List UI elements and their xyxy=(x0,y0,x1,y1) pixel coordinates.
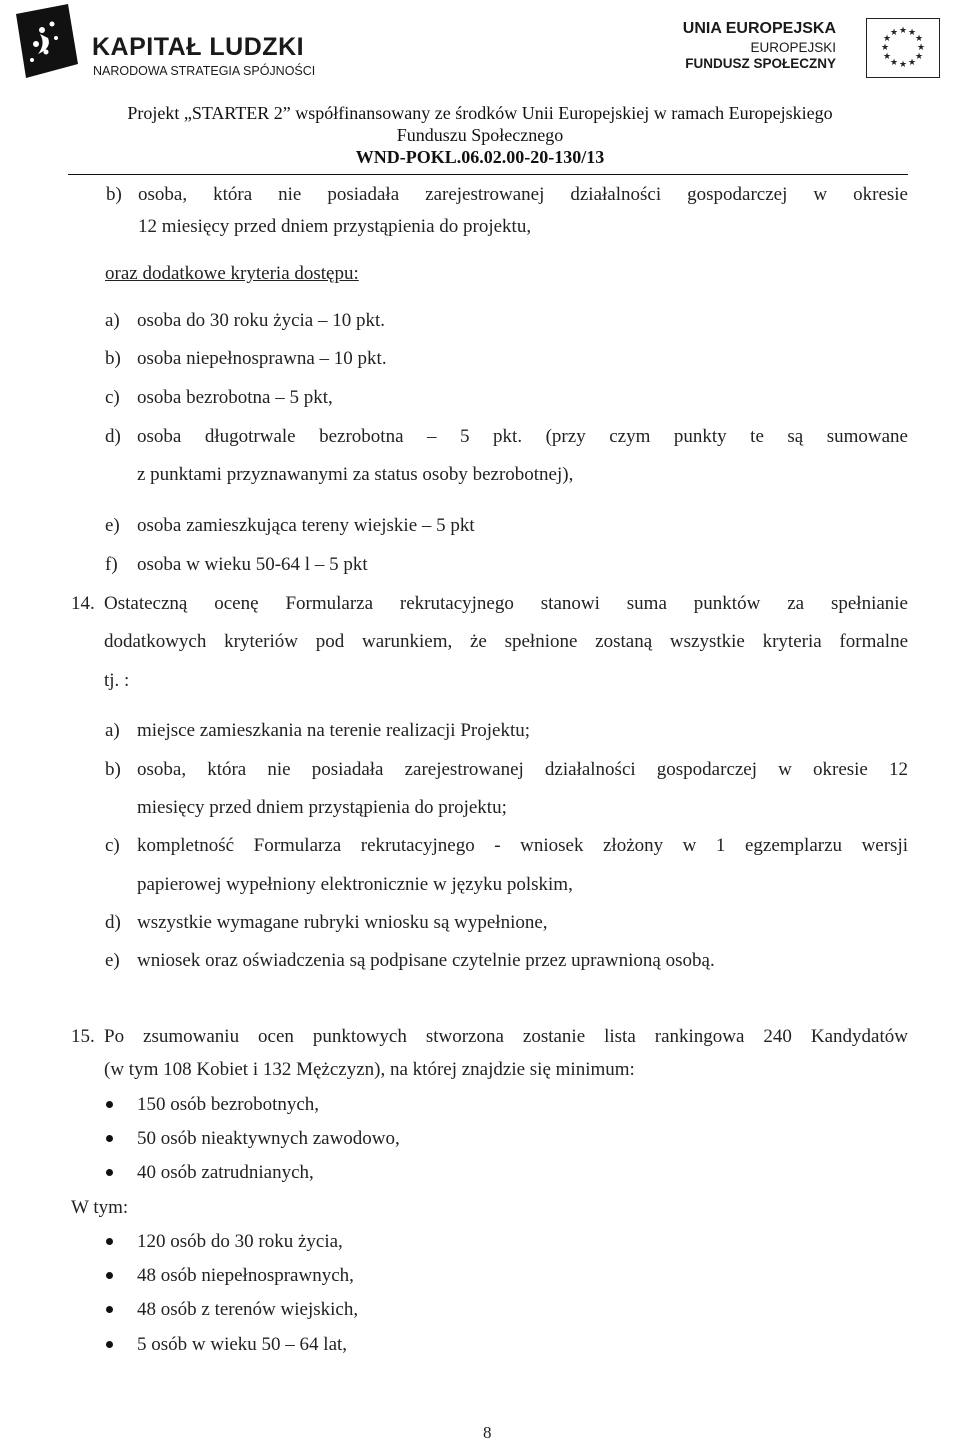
kl-title: KAPITAŁ LUDZKI xyxy=(92,33,305,61)
svg-text:★: ★ xyxy=(882,52,892,62)
item-marker: a) xyxy=(105,720,120,741)
svg-text:★: ★ xyxy=(914,52,924,62)
bullet-icon xyxy=(106,1306,113,1313)
bullet-icon xyxy=(106,1272,113,1279)
formal-item-b: osoba, która nie posiadała zarejestrowanej działalności gospodarczej w okresie 12 xyxy=(137,759,908,780)
formal-item-b-cont: miesięcy przed dniem przystąpienia do projektu; xyxy=(137,797,507,818)
project-line-1: Projekt „STARTER 2” współfinansowany ze środków Unii Europejskiej w ramach Europejskiego xyxy=(127,103,833,123)
ue-line2: EUROPEJSKI xyxy=(750,40,836,55)
item-marker: d) xyxy=(105,426,121,447)
formal-item-c: kompletność Formularza rekrutacyjnego - wniosek złożony w 1 egzemplarzu wersji xyxy=(137,835,908,856)
item-marker: b) xyxy=(106,184,122,205)
bullet-icon xyxy=(106,1101,113,1108)
svg-text:★: ★ xyxy=(889,58,899,68)
eu-stars-icon xyxy=(867,19,939,77)
extra-item-f: osoba w wieku 50-64 l – 5 pkt xyxy=(137,554,368,575)
w-tym-item: 48 osób niepełnosprawnych, xyxy=(137,1265,354,1286)
header-divider xyxy=(68,174,908,175)
svg-text:★: ★ xyxy=(916,43,926,53)
extra-item-b: osoba niepełnosprawna – 10 pkt. xyxy=(137,348,387,369)
svg-text:★: ★ xyxy=(907,28,917,38)
bullet-icon xyxy=(106,1135,113,1142)
svg-text:★: ★ xyxy=(907,58,917,68)
min-item: 150 osób bezrobotnych, xyxy=(137,1094,320,1115)
item-marker: c) xyxy=(105,835,120,856)
formal-item-e: wniosek oraz oświadczenia są podpisane czytelnie przez uprawnioną osobą. xyxy=(137,950,715,971)
min-item: 50 osób nieaktywnych zawodowo, xyxy=(137,1128,400,1149)
w-tym-item: 48 osób z terenów wiejskich, xyxy=(137,1299,359,1320)
bullet-icon xyxy=(106,1238,113,1245)
kapital-ludzki-emblem-icon xyxy=(12,4,82,80)
p14-line-1: Ostateczną ocenę Formularza rekrutacyjnego stanowi suma punktów za spełnianie xyxy=(104,593,908,614)
w-tym-item: 5 osób w wieku 50 – 64 lat, xyxy=(137,1334,348,1355)
p15-line-1: Po zsumowaniu ocen punktowych stworzona zostanie lista rankingowa 240 Kandydatów xyxy=(104,1026,908,1047)
page-number: 8 xyxy=(483,1423,492,1442)
bullet-icon xyxy=(106,1341,113,1348)
ue-line3: FUNDUSZ SPOŁECZNY xyxy=(685,56,836,71)
item-marker: d) xyxy=(105,912,121,933)
svg-text:★: ★ xyxy=(889,28,899,38)
p15-line-2: (w tym 108 Kobiet i 132 Mężczyzn), na której znajdzie się minimum: xyxy=(104,1059,635,1080)
project-line-2: Funduszu Społecznego xyxy=(396,125,564,145)
p14-line-2: dodatkowych kryteriów pod warunkiem, że spełnione zostaną wszystkie kryteria formalne xyxy=(104,631,908,652)
w-tym-item: 120 osób do 30 roku życia, xyxy=(137,1231,343,1252)
item-marker: e) xyxy=(105,515,120,536)
b-line-2: 12 miesięcy przed dniem przystąpienia do projektu, xyxy=(138,216,532,237)
formal-item-c-cont: papierowej wypełniony elektronicznie w języku polskim, xyxy=(137,874,573,895)
extra-criteria-heading: oraz dodatkowe kryteria dostępu: xyxy=(105,263,359,284)
bullet-icon xyxy=(106,1169,113,1176)
eu-flag xyxy=(866,18,940,78)
extra-item-e: osoba zamieszkująca tereny wiejskie – 5 pkt xyxy=(137,515,475,536)
item-marker: b) xyxy=(105,759,121,780)
item-marker: f) xyxy=(105,554,118,575)
min-item: 40 osób zatrudnianych, xyxy=(137,1162,314,1183)
kapital-ludzki-logo xyxy=(12,4,316,80)
item-marker: c) xyxy=(105,387,120,408)
svg-text:★: ★ xyxy=(914,34,924,44)
project-code: WND-POKL.06.02.00-20-130/13 xyxy=(355,147,605,167)
b-line-1: osoba, która nie posiadała zarejestrowanej działalności gospodarczej w okresie xyxy=(138,184,908,205)
item-marker: b) xyxy=(105,348,121,369)
svg-text:★: ★ xyxy=(880,43,890,53)
paragraph-number: 15. xyxy=(71,1026,95,1047)
svg-text:★: ★ xyxy=(882,34,892,44)
formal-item-a: miejsce zamieszkania na terenie realizacji Projektu; xyxy=(137,720,530,741)
ue-line1: UNIA EUROPEJSKA xyxy=(682,20,836,37)
w-tym-label: W tym: xyxy=(71,1197,129,1218)
extra-item-d-cont: z punktami przyznawanymi za status osoby bezrobotnej), xyxy=(137,464,574,485)
eu-logo xyxy=(682,18,950,88)
svg-text:★: ★ xyxy=(898,26,908,36)
item-marker: e) xyxy=(105,950,120,971)
kl-subtitle: NARODOWA STRATEGIA SPÓJNOŚCI xyxy=(93,64,316,78)
p14-line-3: tj. : xyxy=(104,670,130,691)
item-marker: a) xyxy=(105,310,120,331)
svg-text:★: ★ xyxy=(898,60,908,70)
extra-item-d: osoba długotrwale bezrobotna – 5 pkt. (przy czym punkty te są sumowane xyxy=(137,426,908,447)
extra-item-a: osoba do 30 roku życia – 10 pkt. xyxy=(137,310,386,331)
paragraph-number: 14. xyxy=(71,593,95,614)
extra-item-c: osoba bezrobotna – 5 pkt, xyxy=(137,387,333,408)
formal-item-d: wszystkie wymagane rubryki wniosku są wypełnione, xyxy=(137,912,548,933)
